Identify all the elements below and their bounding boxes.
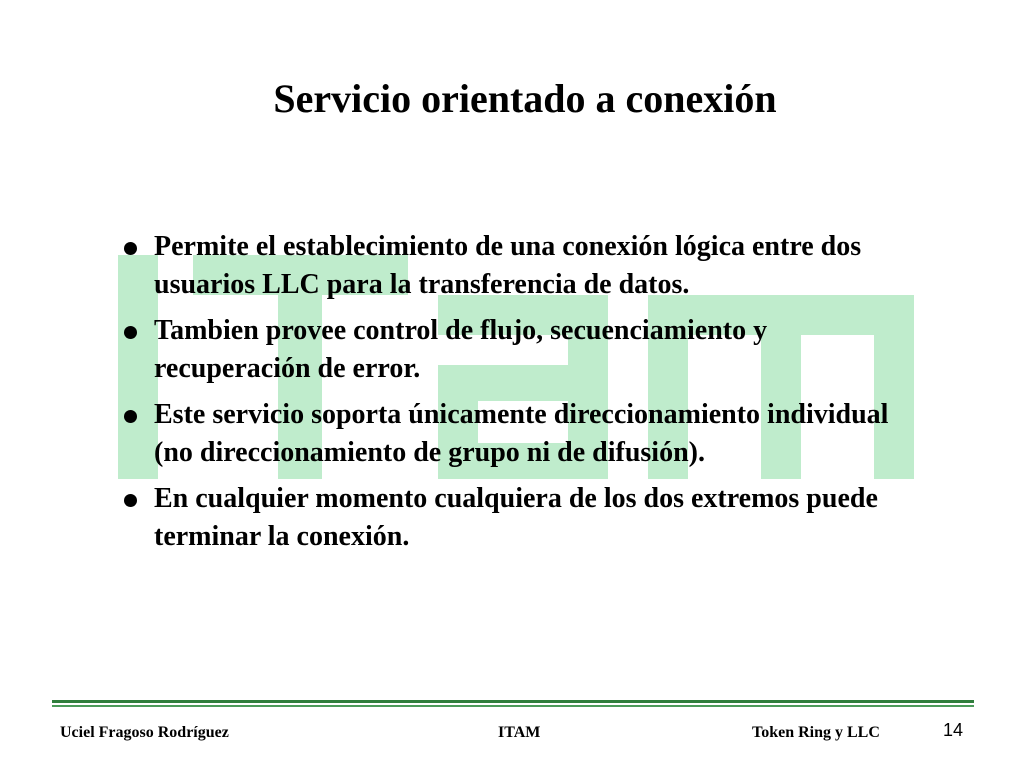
footer-author: Uciel Fragoso Rodríguez — [60, 724, 229, 741]
bullet-text: Permite el establecimiento de una conexión lógica entre dos usuarios LLC para la transferencia de datos. — [154, 231, 862, 300]
bullet-item — [118, 396, 918, 471]
bullet-dot-icon — [124, 494, 137, 507]
page-number: 14 — [943, 720, 964, 740]
bullet-text: En cualquier momento cualquiera de los dos extremos puede terminar la conexión. — [154, 483, 878, 552]
bullet-text: Este servicio soporta únicamente direccionamiento individual (no direccionamiento de grupo ni de difusión). — [154, 399, 889, 468]
bullet-dot-icon — [124, 242, 137, 255]
bullet-text: Tambien provee control de flujo, secuenciamiento y recuperación de error. — [154, 315, 768, 384]
footer-divider-secondary — [52, 705, 974, 707]
footer-topic: Token Ring y LLC — [752, 724, 880, 741]
bullet-item — [118, 228, 918, 303]
bullet-dot-icon — [124, 326, 137, 339]
bullet-item — [118, 312, 918, 387]
bullet-list — [118, 228, 918, 564]
footer-institution: ITAM — [498, 724, 541, 741]
slide-title: Servicio orientado a conexión — [273, 76, 777, 121]
bullet-item — [118, 480, 918, 555]
bullet-dot-icon — [124, 410, 137, 423]
footer-divider — [52, 700, 974, 703]
